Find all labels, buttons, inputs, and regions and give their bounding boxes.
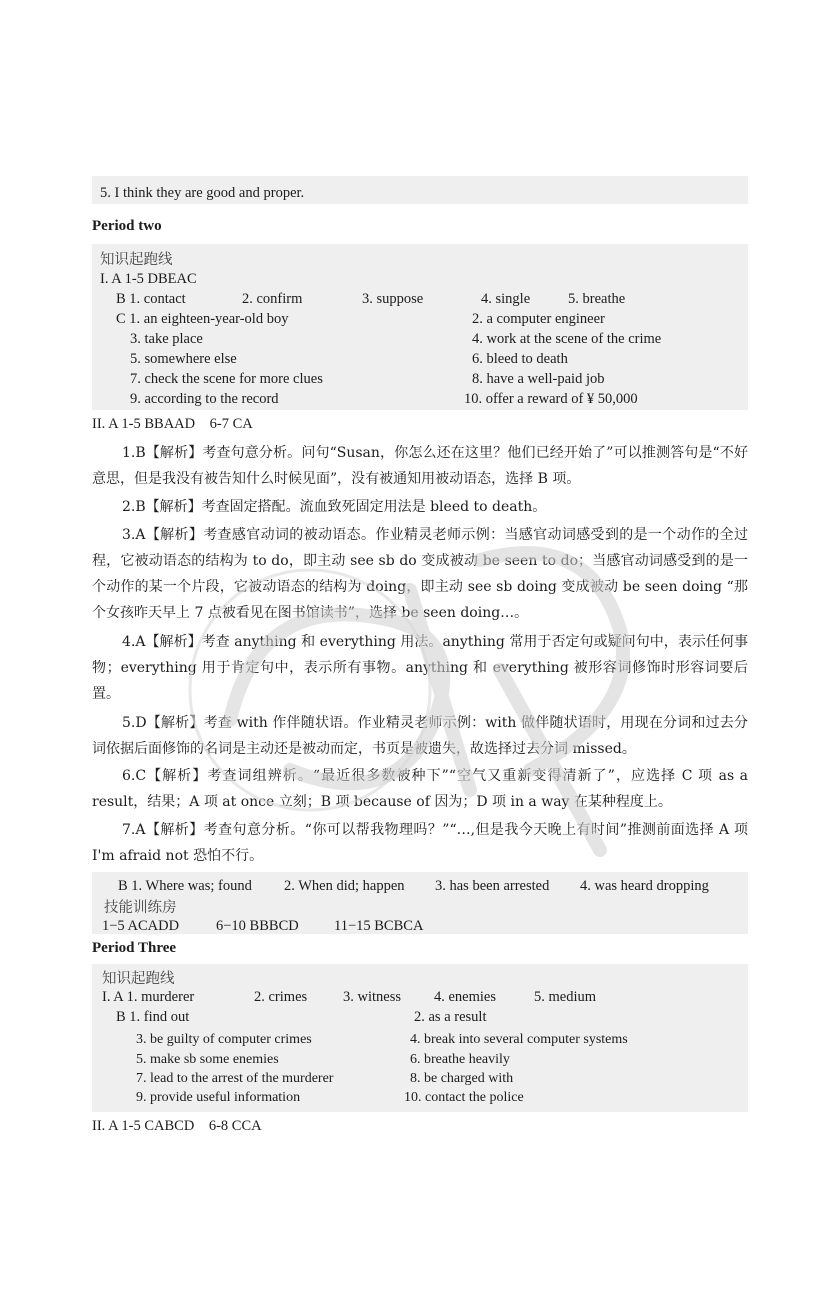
p3-ib-left-2: 3. be guilty of computer crimes <box>136 1032 312 1047</box>
p3-ia-4: 4. enemies <box>434 989 497 1005</box>
period-two-title: Period two <box>92 218 162 234</box>
p2-ic-right-3: 6. bleed to death <box>472 351 568 367</box>
p2-ia: I. A 1-5 DBEAC <box>100 271 197 287</box>
period-three-title: Period Three <box>92 940 177 956</box>
p2-iib-3: 3. has been arrested <box>435 878 550 894</box>
skill-2: 6−10 BBBCD <box>216 918 299 934</box>
p2-ic-left-5: 9. according to the record <box>130 391 279 407</box>
p3-ib-right-2: 4. break into several computer systems <box>410 1032 628 1047</box>
p2-ic-left-4: 7. check the scene for more clues <box>130 371 323 387</box>
p2-ic-left-3: 5. somewhere else <box>130 351 237 367</box>
p2-iib-4: 4. was heard dropping <box>580 878 709 894</box>
p3-ib-right-4: 8. be charged with <box>410 1071 514 1086</box>
p3-ia-5: 5. medium <box>534 989 597 1005</box>
p2-iib-1: B 1. Where was; found <box>118 878 252 894</box>
p2-iia: II. A 1-5 BBAAD 6-7 CA <box>92 416 253 432</box>
p2-ib-3: 3. suppose <box>362 291 424 307</box>
explanation-3: 3.A【解析】考查感官动词的被动语态。作业精灵老师示例：当感官动词感受到的是一个动作的全过程，它被动语态的结构为 to do，即主动 see sb do 变成被动 be seen to do；当感官动词感受到的是一个动作的某一个片段，它被动语态的结构为 doing，即主动 see sb doing 变成被动 be seen doing “那个女孩昨天早上 7 点被看见在图书馆读书”，选择 be seen doing…。 <box>92 527 748 621</box>
top-line: 5. I think they are good and proper. <box>100 185 305 201</box>
explanation-1: 1.B【解析】考查句意分析。问句“Susan，你怎么还在这里？他们已经开始了”可以推测答句是“不好意思，但是我没有被告知什么时候见面”，没有被通知用被动语态，选择 B 项。 <box>92 445 748 487</box>
p3-ia-3: 3. witness <box>343 989 401 1005</box>
explanation-4: 4.A【解析】考查 anything 和 everything 用法。anything 常用于否定句或疑问句中，表示任何事物；everything 用于肯定句中，表示所有事物。anything 和 everything 被形容词修饰时形容词要后置。 <box>92 634 748 702</box>
p2-ib-2: 2. confirm <box>242 291 303 307</box>
p2-ib-1: B 1. contact <box>116 291 186 307</box>
period-three-box-label: 知识起跑线 <box>102 971 175 987</box>
p2-ic-right-2: 4. work at the scene of the crime <box>472 331 662 347</box>
explanation-5: 5.D【解析】考查 with 作伴随状语。作业精灵老师示例：with 做伴随状语时，用现在分词和过去分词依据后面修饰的名词是主动还是被动而定，书页是被遗失，故选择过去分词 missed。 <box>92 715 748 757</box>
p3-ib-right-1: 2. as a result <box>414 1009 487 1025</box>
skill-3: 11−15 BCBCA <box>334 918 424 934</box>
p2-ic-right-5: 10. offer a reward of ¥ 50,000 <box>464 391 638 407</box>
p2-ic-right-4: 8. have a well-paid job <box>472 371 605 387</box>
explanation-7: 7.A【解析】考查句意分析。“你可以帮我物理吗？”“…,但是我今天晚上有时间”推测前面选择 A 项 I'm afraid not 恐怕不行。 <box>92 822 748 864</box>
p2-ib-5: 5. breathe <box>568 291 626 307</box>
skill-1: 1−5 ACADD <box>102 918 180 934</box>
p3-ia-2: 2. crimes <box>254 989 308 1005</box>
p3-ib-left-5: 9. provide useful information <box>136 1090 301 1105</box>
p2-ic-left-1: C 1. an eighteen-year-old boy <box>116 311 289 327</box>
p3-iia: II. A 1-5 CABCD 6-8 CCA <box>92 1118 262 1134</box>
skill-label: 技能训练房 <box>104 900 177 916</box>
explanation-6: 6.C【解析】考查词组辨析。“最近很多数被种下”“空气又重新变得清新了”，应选择 C 项 as a result，结果；A 项 at once 立刻；B 项 because of 因为；D 项 in a way 在某种程度上。 <box>92 768 748 810</box>
p2-ic-right-1: 2. a computer engineer <box>472 311 605 327</box>
p2-ic-left-2: 3. take place <box>130 331 203 347</box>
p2-ib-4: 4. single <box>481 291 531 307</box>
p3-ib-right-3: 6. breathe heavily <box>410 1052 510 1067</box>
p3-ib-left-4: 7. lead to the arrest of the murderer <box>136 1071 334 1086</box>
p2-iib-2: 2. When did; happen <box>284 878 405 894</box>
p3-ib-left-1: B 1. find out <box>116 1009 190 1025</box>
p3-ib-left-3: 5. make sb some enemies <box>136 1052 279 1067</box>
period-two-box-label: 知识起跑线 <box>100 252 173 268</box>
explanation-2: 2.B【解析】考查固定搭配。流血致死固定用法是 bleed to death。 <box>122 499 547 515</box>
p3-ib-right-5: 10. contact the police <box>404 1090 524 1105</box>
p3-ia-1: I. A 1. murderer <box>102 989 195 1005</box>
